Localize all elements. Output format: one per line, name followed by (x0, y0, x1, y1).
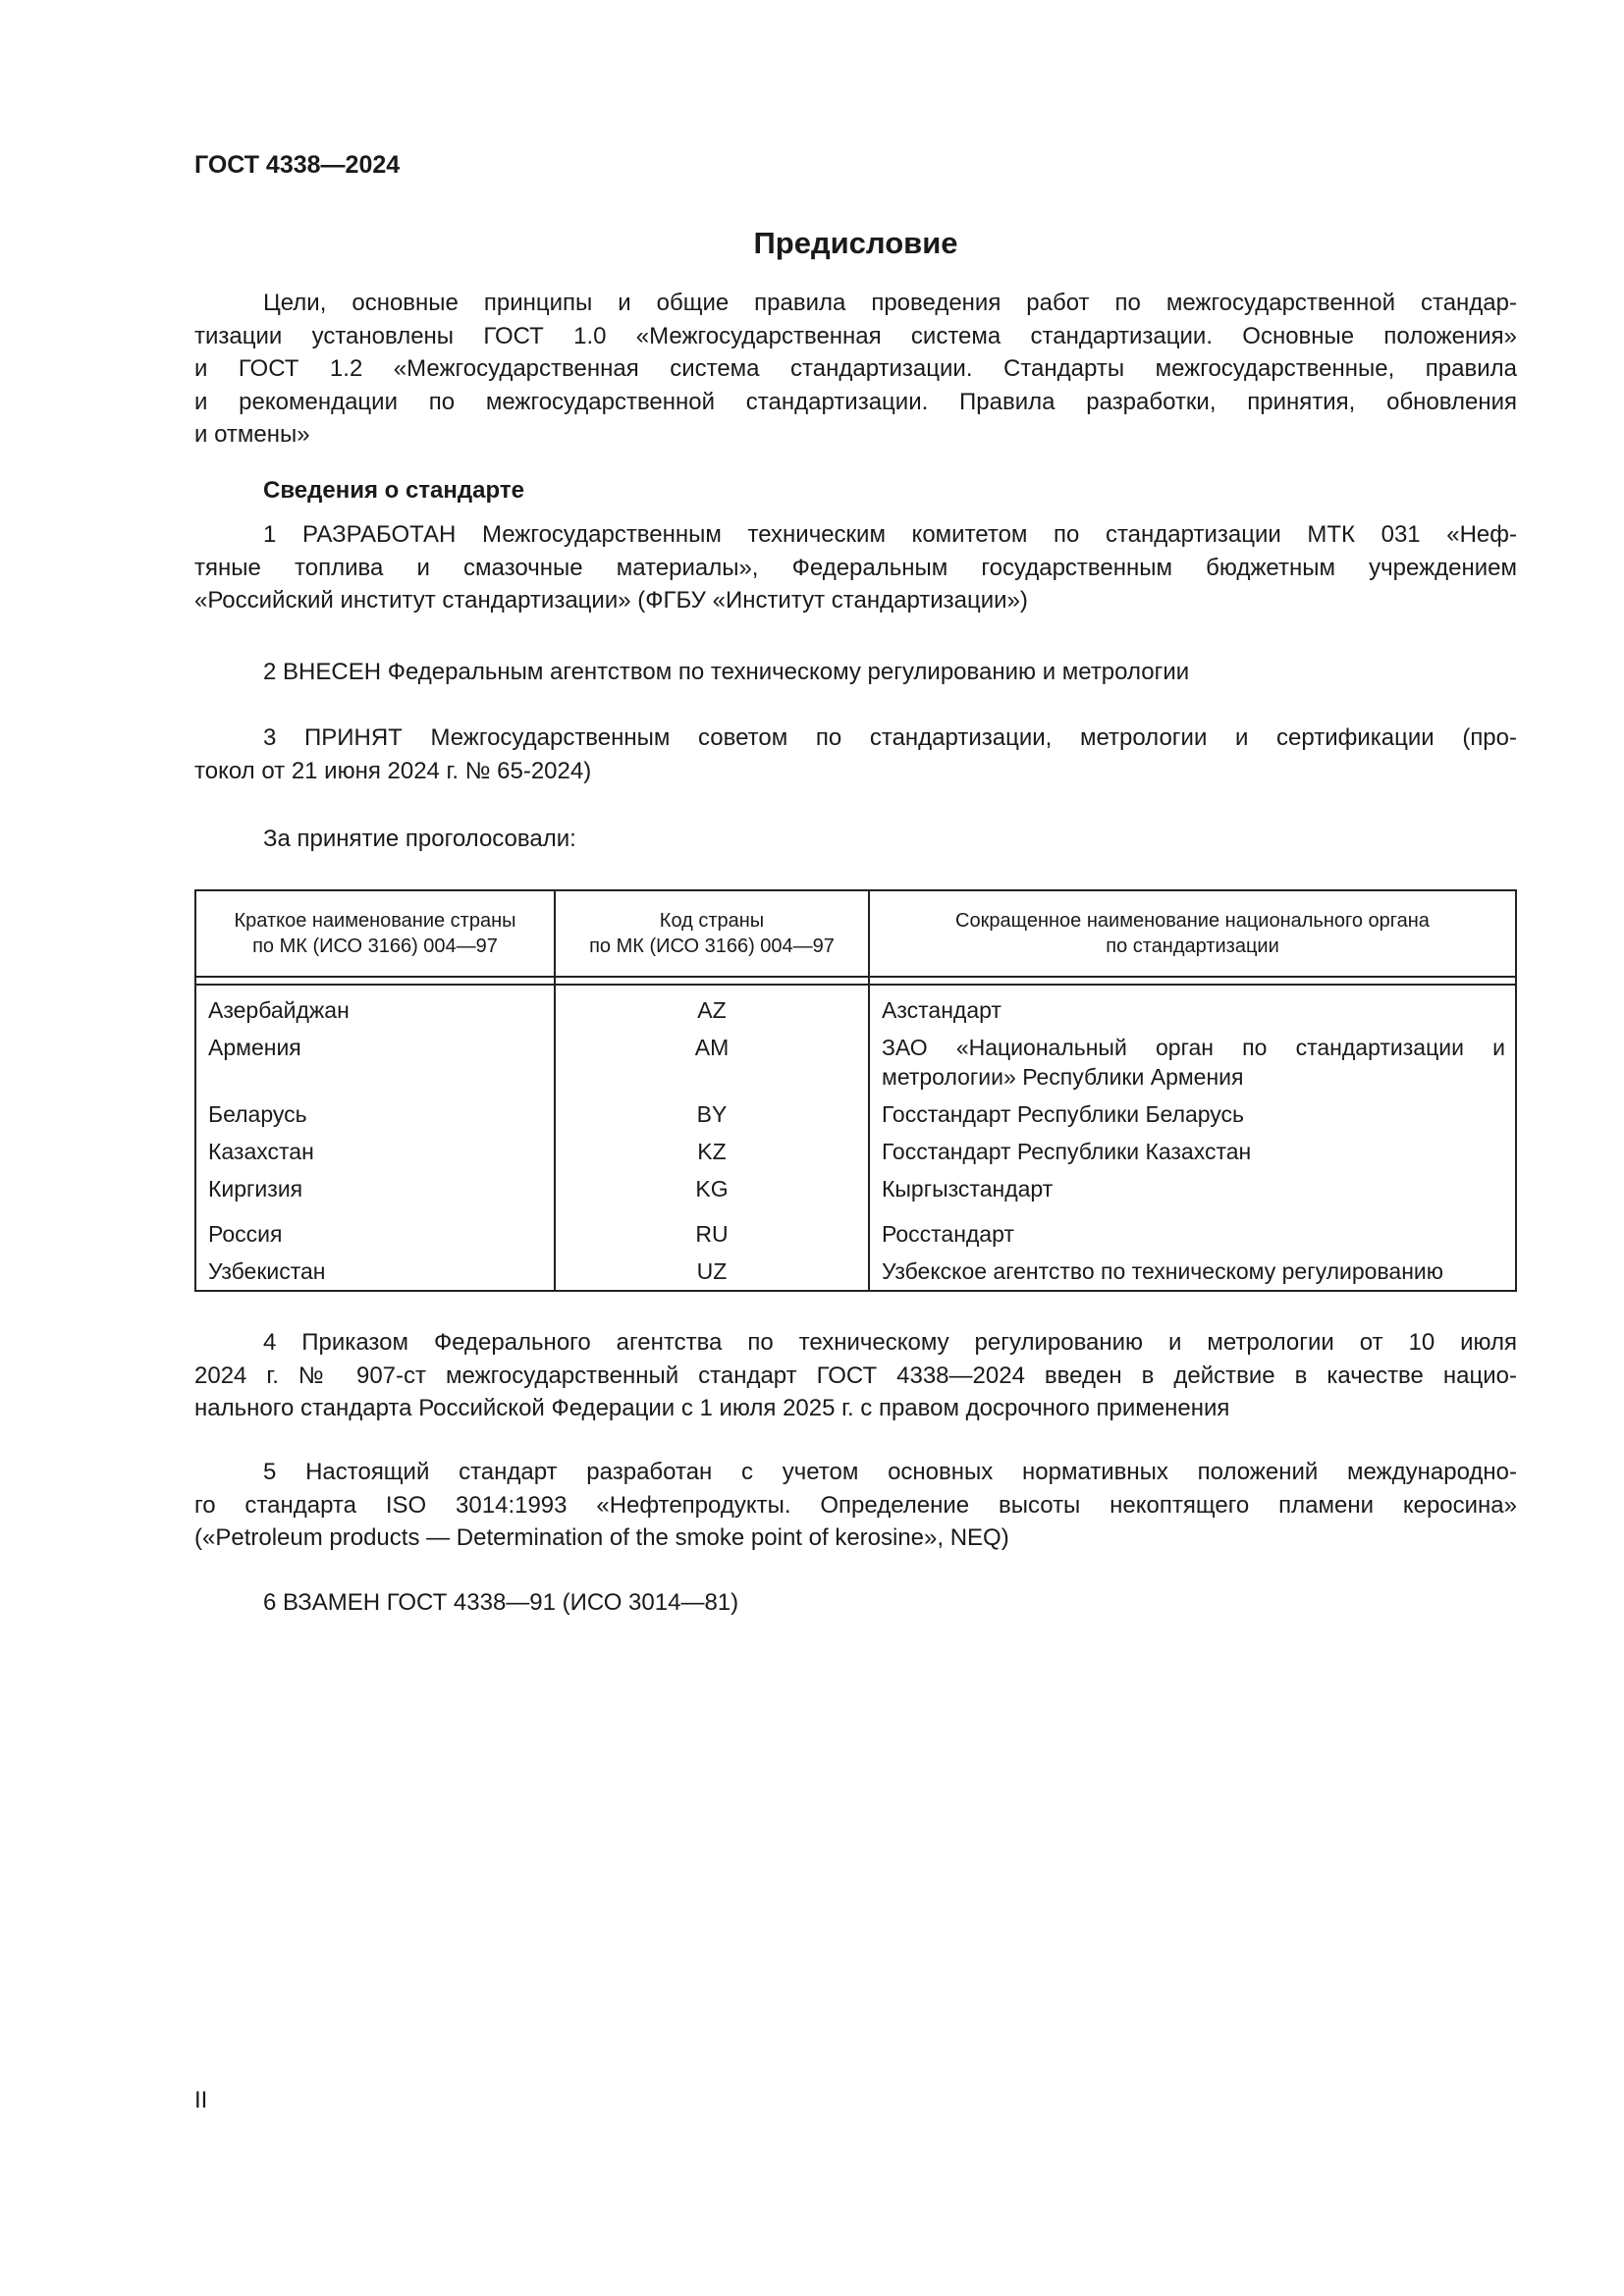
text-line: Цели, основные принципы и общие правила проведения работ по межгосударственной стандар- (263, 290, 1517, 316)
text-line: 3 ПРИНЯТ Межгосударственным советом по стандартизации, метрологии и сертификации (про- (263, 724, 1517, 751)
intro-paragraph (194, 287, 1517, 452)
header-country: Краткое наименование страны по МК (ИСО 3166) 004—97 (195, 890, 555, 977)
text-line: 1 РАЗРАБОТАН Межгосударственным техническим комитетом по стандартизации МТК 031 «Неф- (263, 521, 1517, 548)
voted-label: За принятие проголосовали: (263, 826, 576, 852)
text-line: нального стандарта Российской Федерации с 1 июля 2025 г. с правом досрочного применения (194, 1395, 1230, 1421)
text-line: («Petroleum products — Determination of the smoke point of kerosine», NEQ) (194, 1524, 1009, 1551)
text-line: 4 Приказом Федерального агентства по техническому регулированию и метрологии от 10 июля (263, 1329, 1517, 1356)
text-line: 2024 г. № 907-ст межгосударственный стандарт ГОСТ 4338—2024 введен в действие в качестве нацио- (194, 1362, 1517, 1389)
text-line: тяные топлива и смазочные материалы», Федеральным государственным бюджетным учреждением (194, 554, 1517, 581)
page-number: II (194, 2087, 208, 2113)
text-line: и ГОСТ 1.2 «Межгосударственная система стандартизации. Стандарты межгосударственные, правила (194, 355, 1517, 382)
item-5 (194, 1456, 1517, 1555)
table-row: Армения AM ЗАО «Национальный орган по стандартизации и метрологии» Республики Армения (195, 1029, 1516, 1095)
text-line: «Российский институт стандартизации» (ФГБУ «Институт стандартизации») (194, 587, 1028, 614)
item-3 (194, 721, 1517, 787)
section-subtitle: Сведения о стандарте (263, 477, 524, 504)
text-line: тизации установлены ГОСТ 1.0 «Межгосударственная система стандартизации. Основные положения» (194, 322, 1517, 349)
table-row: Узбекистан UZ Узбекское агентство по техническому регулированию (195, 1253, 1516, 1291)
item-2: 2 ВНЕСЕН Федеральным агентством по техническому регулированию и метрологии (263, 659, 1190, 685)
item-6: 6 ВЗАМЕН ГОСТ 4338—91 (ИСО 3014—81) (263, 1589, 739, 1616)
table-row: Азербайджан AZ Азстандарт (195, 985, 1516, 1029)
text-line: токол от 21 июня 2024 г. № 65-2024) (194, 757, 592, 784)
text-line: и отмены» (194, 421, 310, 448)
voting-table (194, 889, 1517, 1292)
text-line: 5 Настоящий стандарт разработан с учетом основных нормативных положений международно- (263, 1459, 1517, 1485)
text-line: го стандарта ISO 3014:1993 «Нефтепродукты. Определение высоты некоптящего пламени керосина» (194, 1491, 1517, 1519)
item-1 (194, 518, 1517, 617)
item-4 (194, 1326, 1517, 1425)
table-row: Киргизия KG Кыргызстандарт (195, 1170, 1516, 1215)
document-header: ГОСТ 4338—2024 (194, 151, 401, 179)
header-organization: Сокращенное наименование национального органа по стандартизации (869, 890, 1516, 977)
table-row: Россия RU Росстандарт (195, 1215, 1516, 1253)
table-header-row (195, 890, 1516, 977)
header-code: Код страны по МК (ИСО 3166) 004—97 (555, 890, 869, 977)
table-row: Казахстан KZ Госстандарт Республики Казахстан (195, 1133, 1516, 1170)
table-row: Беларусь BY Госстандарт Республики Беларусь (195, 1095, 1516, 1133)
text-line: и рекомендации по межгосударственной стандартизации. Правила разработки, принятия, обновления (194, 388, 1517, 415)
page-title: Предисловие (753, 226, 958, 260)
